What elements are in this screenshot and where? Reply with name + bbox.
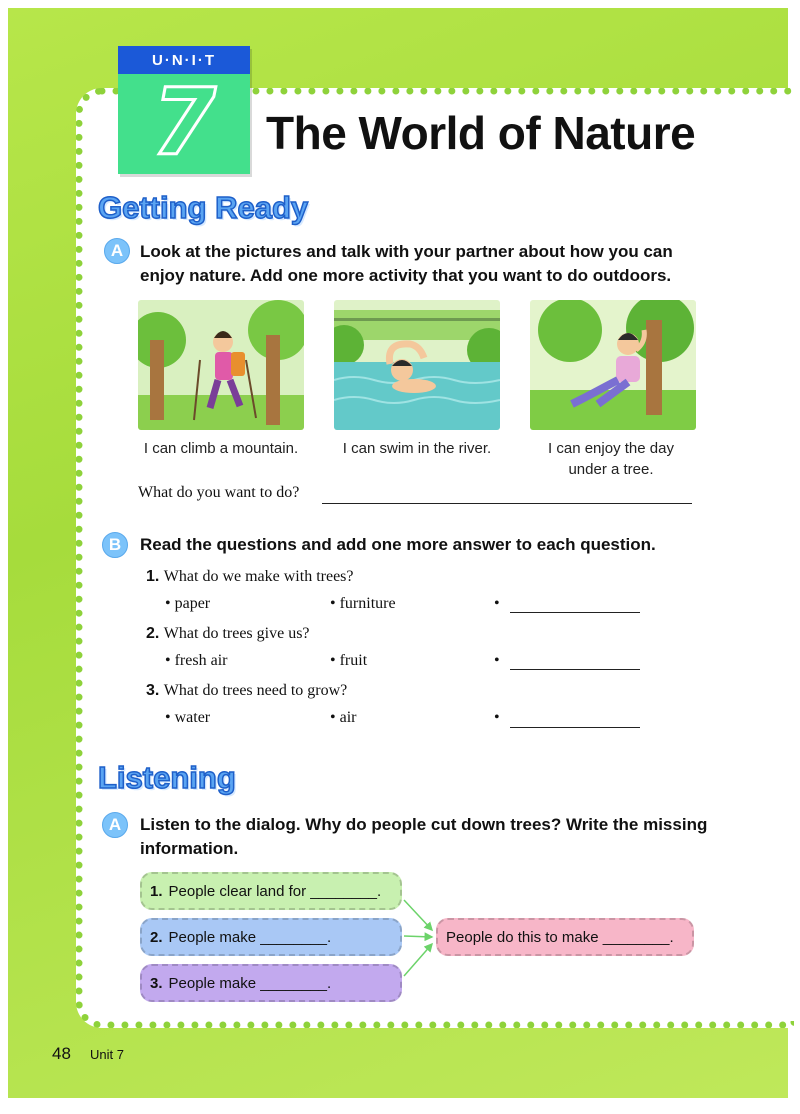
instruction-line: Look at the pictures and talk with your partner about how you can (140, 242, 673, 261)
answer-blank[interactable] (510, 612, 640, 613)
section-heading-getting-ready: Getting Ready (98, 190, 309, 225)
listening-result[interactable] (436, 918, 694, 956)
item-number: 1. (150, 882, 163, 900)
question-1 (146, 568, 354, 586)
caption-line: under a tree. (568, 461, 654, 478)
answer-item: • water (165, 709, 211, 726)
item-text: People make ________. (168, 974, 332, 992)
result-text: People do this to make ________. (446, 928, 674, 946)
item-number: 2. (150, 928, 163, 946)
unit-number: 7 (151, 68, 216, 176)
exercise-b-badge: B (102, 532, 128, 558)
question-text: What do we make with trees? (163, 568, 354, 585)
question-number: 3. (146, 682, 160, 699)
exercise-a-instruction (140, 240, 673, 288)
question-text: What do trees give us? (163, 625, 310, 642)
answer-item: • (494, 652, 500, 669)
picture-resting-under-tree (530, 300, 696, 430)
page-number: 48 (52, 1044, 71, 1063)
item-text: People clear land for ________. (168, 882, 382, 900)
exercise-b-instruction: Read the questions and add one more answer to each question. (140, 535, 656, 554)
answer-item: • (494, 709, 500, 726)
question-2 (146, 625, 310, 643)
instruction-line: information. (140, 839, 239, 858)
listening-item-3[interactable] (140, 964, 402, 1002)
answer-blank[interactable] (510, 669, 640, 670)
question-what-to-do: What do you want to do? (138, 484, 300, 501)
unit-badge (118, 46, 250, 174)
picture-hiker (138, 300, 304, 430)
listening-a-badge: A (102, 812, 128, 838)
exercise-a-badge: A (104, 238, 130, 264)
listening-a-instruction (140, 813, 707, 861)
listening-item-1[interactable] (140, 872, 402, 910)
item-text: People make ________. (168, 928, 332, 946)
page-title: The World of Nature (266, 107, 696, 159)
picture-swimmer (334, 300, 500, 430)
caption-tree (520, 438, 702, 480)
caption-swim: I can swim in the river. (342, 440, 492, 457)
answer-item: • paper (165, 595, 211, 612)
answer-line[interactable] (322, 503, 692, 504)
instruction-line: enjoy nature. Add one more activity that you want to do outdoors. (140, 266, 672, 285)
caption-climb: I can climb a mountain. (143, 440, 299, 457)
question-text: What do trees need to grow? (163, 682, 348, 699)
answer-item: • (494, 595, 500, 612)
item-number: 3. (150, 974, 163, 992)
section-heading-listening: Listening (98, 760, 236, 795)
answer-item: • furniture (330, 595, 396, 612)
caption-line: I can enjoy the day (548, 440, 674, 457)
answer-item: • air (330, 709, 357, 726)
question-number: 1. (146, 568, 160, 585)
answer-blank[interactable] (510, 727, 640, 728)
listening-item-2[interactable] (140, 918, 402, 956)
footer-unit-label: Unit 7 (90, 1047, 124, 1062)
instruction-line: Listen to the dialog. Why do people cut down trees? Write the missing (140, 815, 708, 834)
question-3 (146, 682, 347, 700)
arrows-icon (400, 890, 440, 990)
answer-item: • fresh air (165, 652, 228, 669)
unit-label: U·N·I·T (118, 46, 250, 74)
answer-item: • fruit (330, 652, 368, 669)
question-number: 2. (146, 625, 160, 642)
